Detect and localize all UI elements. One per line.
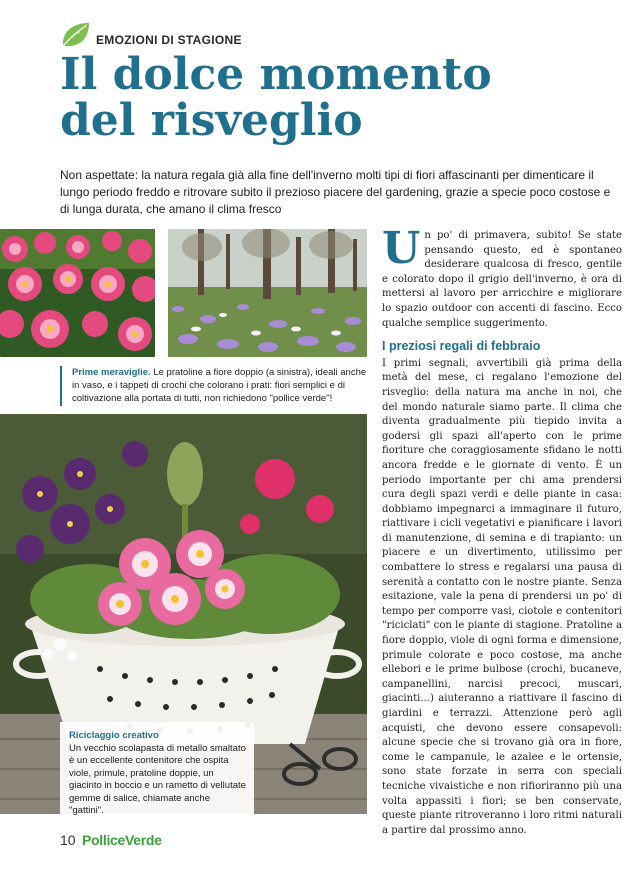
intro-text: n po' di primavera, subito! Se state pensando questo, ed è spontaneo desiderare qualcosa di fresco, gentile e colorato dopo il grigio dell'inverno, è ora di mettersi al lavoro per arricchire e migliorare lo spazio outdoor con accenti di fascino. Ecco qualche semplice suggerimento. — [382, 230, 622, 329]
title-line-2: del risveglio — [60, 95, 363, 146]
title-line-1: Il dolce momento — [60, 49, 492, 100]
section-subhead: I preziosi regali di febbraio — [382, 339, 541, 354]
intro-paragraph — [382, 223, 622, 331]
drop-cap: U — [382, 223, 421, 274]
body-paragraph: I primi segnali, avvertibili già prima della metà del mese, ci regalano l'emozione del risveglio: della natura ma anche in noi, che del mondo naturale siamo parte. Il clima che diventa gradualmente più tiepido invita a godersi gli spazi all'aperto con le prime fioriture che coraggiosamente sfidano le notti ancora fredde e le giornate di vento. È un periodo importante per chi ama prendersi cura degli spazi verdi e delle piante in casa: dobbiamo impegnarci a immaginare il futuro, riattivare i cicli vegetativi e pianificare i lavori di manutenzione, di semina e di trapianto: un piacere e un divertimento, utilissimo per combattere lo stress e regalarsi una pausa di serenità a contatto con le nostre piante. Senza esitazione, vale la pena di prendersi un po' di tempo per comporre vasi, ciotole e contenitori "riciclati" con le piante di stagione. Pratoline a fiore doppio, viole di ogni forma e dimensione, primule colorate e poco costose, ma anche ellebori e le prime bulbose (crochi, bucaneve, campanellini, narcisi precoci, muscari, giacinti...) aiuteranno a riattivare il fascino di giardini e terrazzi. Attenzione però agli acquisti, che devono essere consapevoli: alcune specie che si trovano già ora in fiore, come le campanule, le azalee e le ortensie, sono state forzate in serra con speciali tecniche vivaistiche e non rifioriranno più una volta appassiti i fiori; se ben conservate, queste piante ritroveranno i loro ritmi naturali a partire dal prossimo anno. — [382, 357, 622, 836]
page-number: 10 — [60, 832, 76, 848]
caption-rule — [60, 366, 62, 406]
caption-title: Riciclaggio creativo — [69, 730, 159, 741]
photo-caption-second — [60, 722, 254, 826]
leaf-icon — [60, 20, 92, 50]
section-kicker: EMOZIONI DI STAGIONE — [96, 33, 242, 47]
daisies-photo — [0, 229, 155, 357]
caption-title: Prime meraviglie. — [72, 367, 151, 378]
article-body — [382, 223, 622, 838]
caption-text: Un vecchio scolapasta di metallo smaltato è un eccellente contenitore che ospita viole, primule, pratoline doppie, un giacinto in boccio e un rametto di vellutate gemme di salice, chiamate anche "gattini". — [69, 742, 246, 816]
page-title — [60, 49, 620, 146]
lead-paragraph: Non aspettate: la natura regala già alla fine dell'inverno molti tipi di fiori affascinanti per dimenticare il lungo periodo freddo e ritrovare subito il prezioso piacere del gardening, grazie a specie poco costose e di lunga durata, che amano il clima fresco — [60, 168, 611, 216]
magazine-brand: PolliceVerde — [82, 832, 162, 848]
photo-caption-first — [72, 366, 372, 405]
caption-text: Le pratoline a fiore doppio (a sinistra), ideali anche in vaso, e i tappeti di crochi che colorano i prati: fiori semplici e di coltivazione alla portata di tutti, non richiedono "pollice verde"! — [72, 367, 367, 404]
crocus-meadow-photo — [168, 229, 367, 357]
